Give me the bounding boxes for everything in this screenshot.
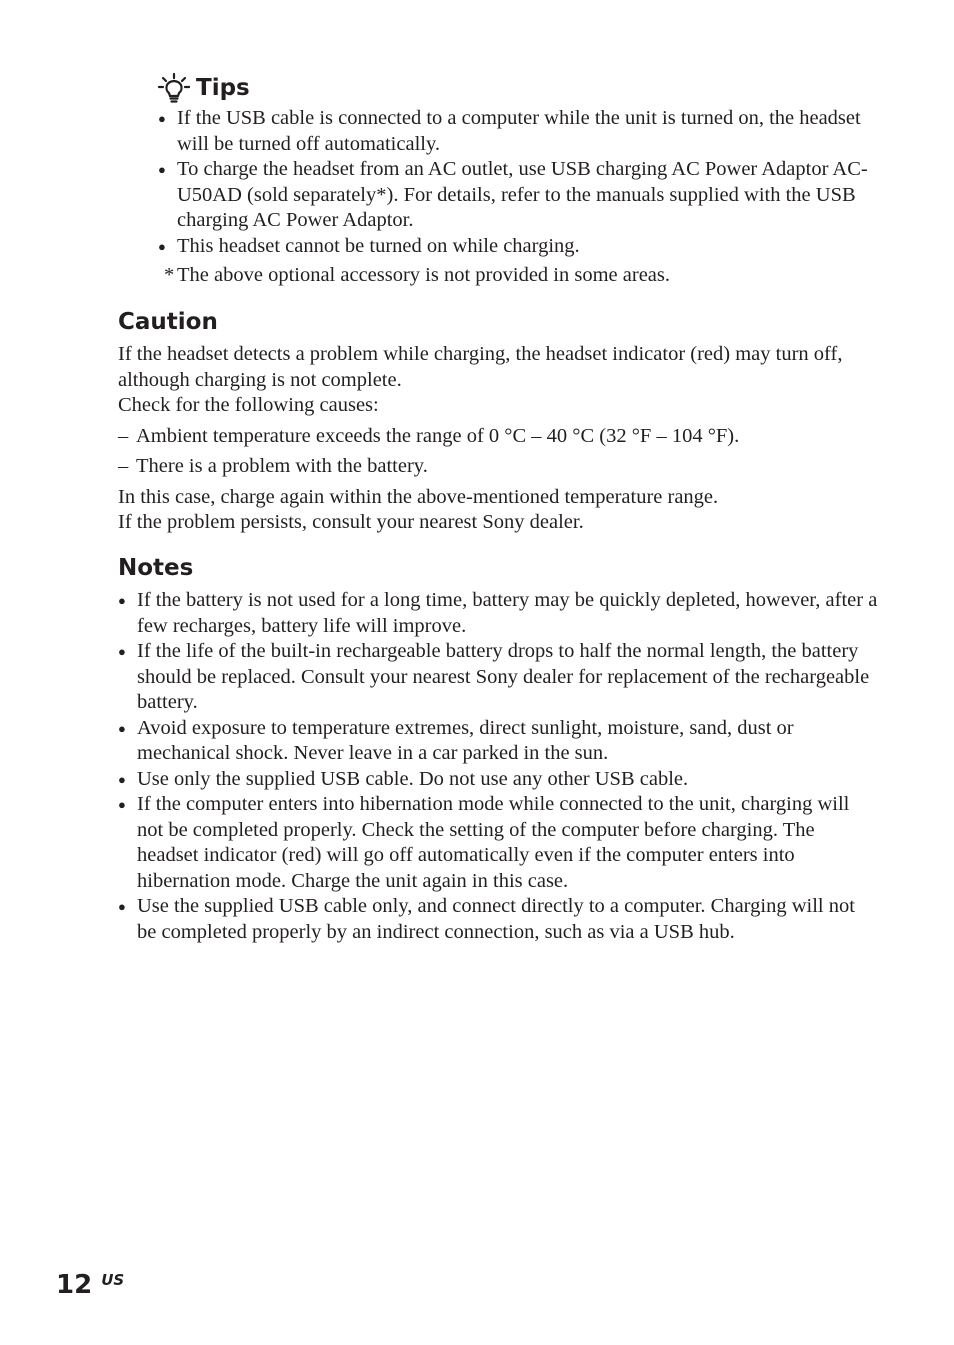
caution-paragraph: In this case, charge again within the above-mentioned temperature range. (118, 485, 719, 508)
caution-paragraph: If the problem persists, consult your nearest Sony dealer. (118, 511, 584, 533)
lightbulb-icon (158, 72, 190, 104)
caution-cause-text: There is a problem with the battery. (136, 455, 428, 477)
tips-item: ● This headset cannot be turned on while charging. (158, 234, 878, 260)
caution-intro (118, 342, 878, 419)
tips-title: Tips (196, 75, 250, 101)
caution-cause (118, 454, 878, 480)
notes-item: ● Use the supplied USB cable only, and connect directly to a computer. Charging will not be completed properly by an indirect connection, such as via a USB hub. (118, 894, 878, 945)
tips-item: ● To charge the headset from an AC outlet, use USB charging AC Power Adaptor AC-U50AD (sold separately*). For details, refer to the manuals supplied with the USB charging AC Power Adaptor. (158, 157, 878, 234)
page-footer (56, 1267, 124, 1303)
notes-heading: Notes (118, 555, 194, 581)
tips-item: ● If the USB cable is connected to a computer while the unit is turned on, the headset will be turned off automatically. (158, 106, 878, 157)
notes-item: ● If the computer enters into hibernation mode while connected to the unit, charging will not be completed properly. Check the setting of the computer before charging. The headset indicator (red) will go off automatically even if the computer enters into hibernation mode. Charge the unit again in this case. (118, 792, 878, 894)
notes-item: ● If the battery is not used for a long time, battery may be quickly depleted, however, after a few recharges, battery life will improve. (118, 588, 878, 639)
notes-item: ● Use only the supplied USB cable. Do not use any other USB cable. (118, 767, 878, 793)
notes-item: ● Avoid exposure to temperature extremes, direct sunlight, moisture, sand, dust or mechanical shock. Never leave in a car parked in the sun. (118, 716, 878, 767)
caution-outro (118, 485, 878, 536)
tips-section (158, 70, 878, 289)
caution-section (118, 304, 878, 536)
tips-list (158, 106, 878, 259)
region-code: US (101, 1271, 125, 1289)
dash-marker: – (118, 424, 129, 447)
caution-cause-text: Ambient temperature exceeds the range of 0 °C – 40 °C (32 °F – 104 °F). (136, 424, 740, 447)
caution-cause (118, 424, 878, 450)
tips-heading (158, 70, 878, 106)
dash-marker: – (118, 455, 129, 477)
notes-item: ● If the life of the built-in rechargeable battery drops to half the normal length, the battery should be replaced. Consult your nearest Sony dealer for replacement of the rechargeable battery. (118, 639, 878, 716)
caution-heading: Caution (118, 309, 218, 335)
footnote-text: The above optional accessory is not provided in some areas. (177, 264, 670, 286)
caution-paragraph: Check for the following causes: (118, 394, 379, 416)
caution-paragraph: If the headset detects a problem while charging, the headset indicator (red) may turn off, although charging is not complete. (118, 343, 843, 391)
notes-list (118, 588, 878, 945)
notes-section (118, 550, 878, 945)
footnote-mark: * (164, 264, 175, 286)
tips-footnote (158, 263, 878, 289)
page-number: 12 (56, 1270, 93, 1300)
